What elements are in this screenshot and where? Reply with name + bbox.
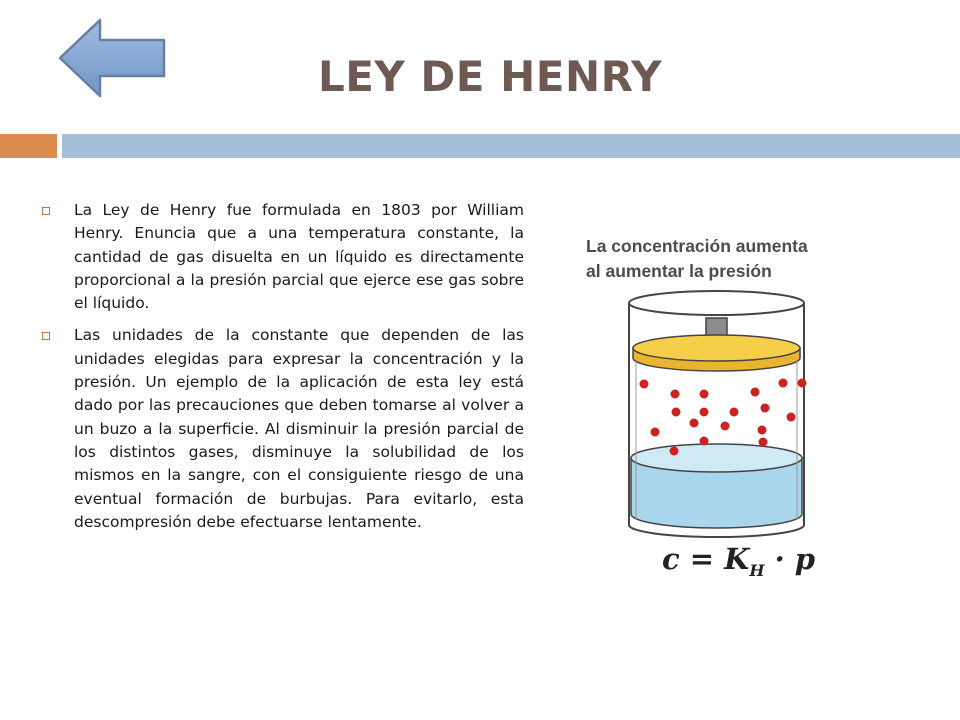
bullet-list bbox=[38, 199, 524, 543]
caption-line-2: al aumentar la presión bbox=[586, 261, 772, 281]
bullet-item bbox=[38, 324, 524, 534]
accent-bar-blue bbox=[62, 134, 960, 158]
formula-equals: = bbox=[679, 542, 725, 576]
formula-subscript: H bbox=[749, 561, 765, 580]
bullet-text: La Ley de Henry fue formulada en 1803 por William Henry. Enuncia que a una temperatura constante, la cantidad de gas disuelta en un líquido es directamente proporcional a la presión parcial que ejerce ese gas sobre el líquido. bbox=[74, 201, 524, 313]
bullet-text: Las unidades de la constante que dependen de las unidades elegidas para expresar la concentración y la presión. Un ejemplo de la aplicación de esta ley está dado por las precauciones que deben tomarse al volver a un buzo a la superficie. Al disminuir la presión parcial de los distintos gases, disminuye la solubilidad de los mismos en la sangre, con el consiguiente riesgo de una eventual formación de burbujas. Para evitarlo, esta descompresión debe efectuarse lentamente. bbox=[74, 326, 524, 531]
henry-law-figure bbox=[580, 230, 870, 600]
henry-formula bbox=[662, 542, 816, 580]
caption-line-1: La concentración aumenta bbox=[586, 236, 808, 256]
square-bullet-icon bbox=[42, 332, 50, 340]
formula-k: K bbox=[724, 542, 750, 576]
formula-c: c bbox=[662, 542, 680, 576]
formula-rest: · p bbox=[764, 542, 816, 576]
square-bullet-icon bbox=[42, 207, 50, 215]
bullet-item bbox=[38, 199, 524, 315]
accent-bar-orange bbox=[0, 134, 57, 158]
slide-title: LEY DE HENRY bbox=[317, 52, 663, 101]
figure-caption bbox=[586, 234, 866, 284]
